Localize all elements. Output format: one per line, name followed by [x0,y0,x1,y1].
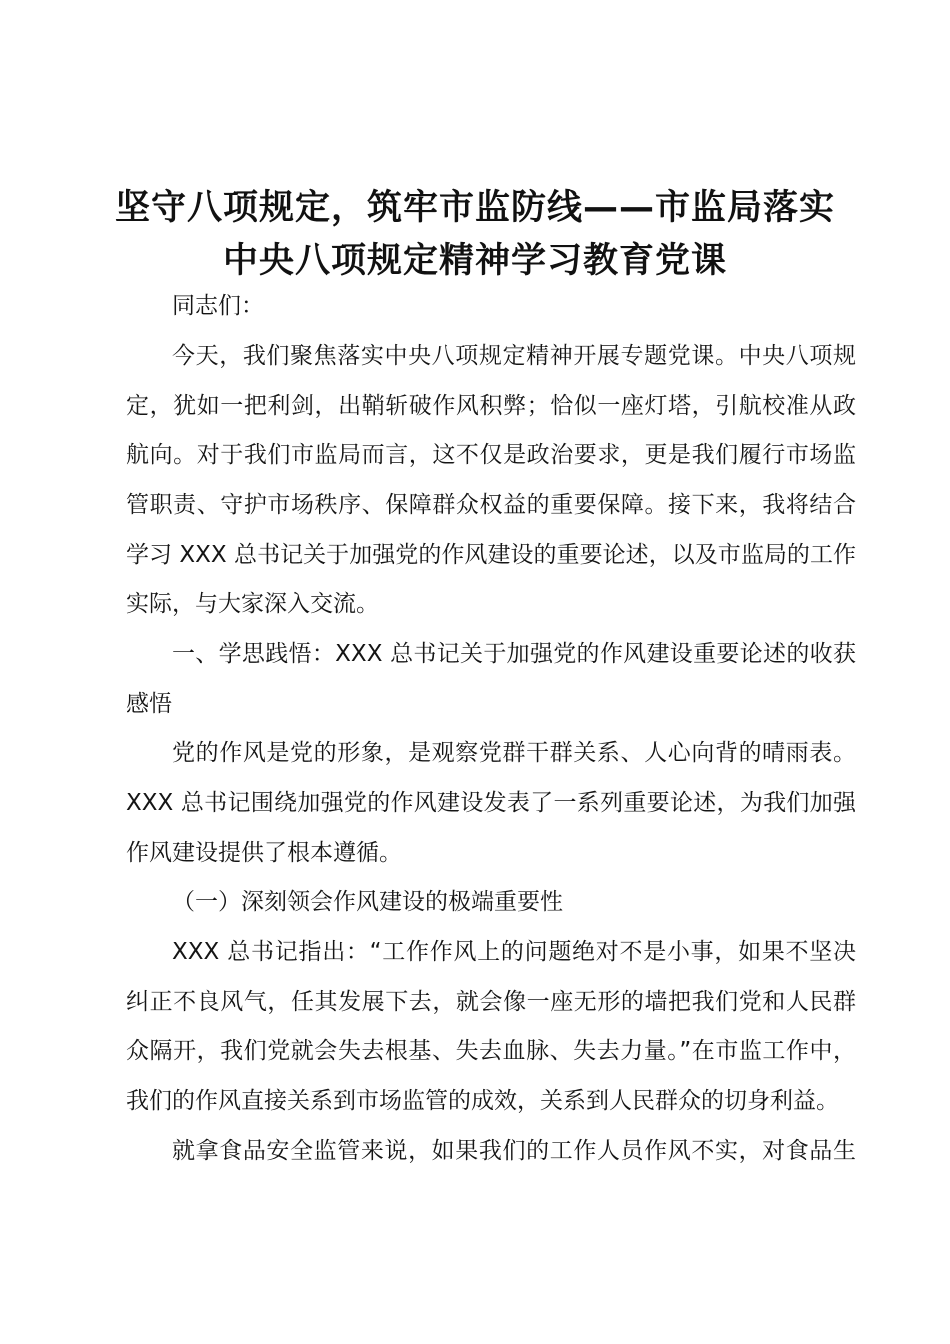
paragraph-line: 学习 XXX 总书记关于加强党的作风建设的重要论述，以及市监局的工作 [126,542,856,568]
paragraph-line: 航向。对于我们市监局而言，这不仅是政治要求，更是我们履行市场监 [126,442,856,468]
paragraph-line: 就拿食品安全监管来说，如果我们的工作人员作风不实，对食品生 [172,1138,856,1164]
paragraph-line: 定，犹如一把利剑，出鞘斩破作风积弊；恰似一座灯塔，引航校准从政 [126,393,856,419]
section-heading-line: 一、学思践悟：XXX 总书记关于加强党的作风建设重要论述的收获 [172,641,856,667]
paragraph-line: 众隔开，我们党就会失去根基、失去血脉、失去力量。”在市监工作中， [126,1038,856,1064]
paragraph-line: XXX 总书记指出：“工作作风上的问题绝对不是小事，如果不坚决 [172,939,856,965]
paragraph-line: 党的作风是党的形象，是观察党群干群关系、人心向背的晴雨表。 [172,740,856,766]
paragraph-line: 实际，与大家深入交流。 [126,591,379,617]
paragraph-line: 管职责、守护市场秩序、保障群众权益的重要保障。接下来，我将结合 [126,492,856,518]
section-heading-line: 感悟 [126,691,172,717]
paragraph-line: 今天，我们聚焦落实中央八项规定精神开展专题党课。中央八项规 [172,343,856,369]
salutation: 同志们： [172,293,264,319]
paragraph-line: 我们的作风直接关系到市场监管的成效，关系到人民群众的切身利益。 [126,1088,839,1114]
paragraph-line: 作风建设提供了根本遵循。 [126,840,402,866]
document-title-line-2: 中央八项规定精神学习教育党课 [222,241,727,281]
document-title-line-1: 坚守八项规定，筑牢市监防线——市监局落实 [114,188,835,228]
paragraph-line: XXX 总书记围绕加强党的作风建设发表了一系列重要论述，为我们加强 [126,790,856,816]
subsection-heading: （一）深刻领会作风建设的极端重要性 [172,889,563,915]
paragraph-line: 纠正不良风气，任其发展下去，就会像一座无形的墙把我们党和人民群 [126,989,856,1015]
